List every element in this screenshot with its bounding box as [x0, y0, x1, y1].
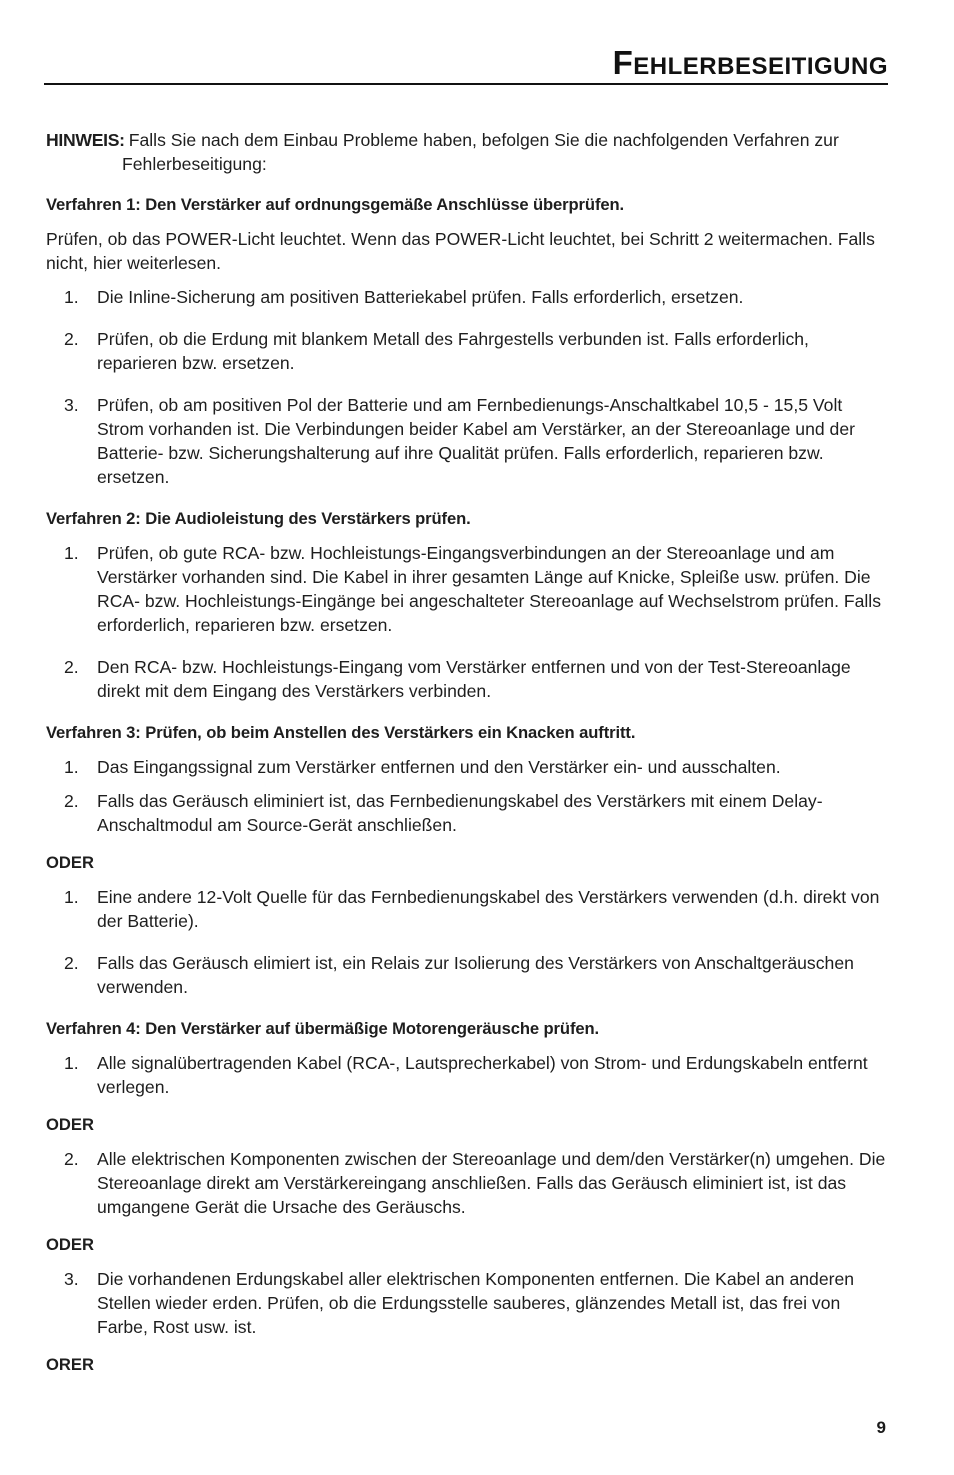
section-3-heading: Verfahren 3: Prüfen, ob beim Anstellen des Verstärkers ein Knacken auftritt.	[46, 723, 636, 742]
list-item	[46, 285, 888, 309]
list-number: 2.	[64, 329, 79, 349]
section-1-heading: Verfahren 1: Den Verstärker auf ordnungsgemäße Anschlüsse überprüfen.	[46, 195, 625, 214]
list-text: Die vorhandenen Erdungskabel aller elektrischen Komponenten entfernen. Die Kabel an anderen Stellen wieder erden. Prüfen, ob die Erdungsstelle sauberes, glänzendes Metall ist, das frei von Farbe, Rost usw. ist.	[97, 1269, 855, 1337]
list-number: 1.	[64, 887, 79, 907]
page-title-rest: EHLERBESEITIGUNG	[633, 53, 888, 80]
list-text: Alle signalübertragenden Kabel (RCA-, Lautsprecherkabel) von Strom- und Erdungskabeln entfernt verlegen.	[97, 1053, 868, 1097]
list-number: 2.	[64, 1149, 79, 1169]
list-number: 3.	[64, 1269, 79, 1289]
section-1-intro: Prüfen, ob das POWER-Licht leuchtet. Wenn das POWER-Licht leuchtet, bei Schritt 2 weitermachen. Falls nicht, hier weiterlesen.	[46, 229, 875, 273]
section-2-heading: Verfahren 2: Die Audioleistung des Verstärkers prüfen.	[46, 509, 471, 528]
section-1-list	[46, 285, 888, 489]
list-text: Prüfen, ob am positiven Pol der Batterie und am Fernbedienungs-Anschaltkabel 10,5 - 15,5 Volt Strom vorhanden ist. Die Verbindungen beider Kabel am Verstärker, an der Stereoanlage und der Batterie- bzw. Sicherungshalterung auf ihre Qualität prüfen. Falls erforderlich, reparieren bzw. ersetzen.	[97, 395, 855, 487]
section-4-list-2	[46, 1147, 888, 1219]
oder-label: ODER	[46, 853, 94, 872]
title-rule	[44, 83, 888, 85]
list-item	[46, 789, 888, 837]
note-text: Falls Sie nach dem Einbau Probleme haben, befolgen Sie die nachfolgenden Verfahren zur Fehlerbeseitigung:	[122, 130, 839, 174]
page-title	[613, 44, 888, 82]
list-text: Die Inline-Sicherung am positiven Batteriekabel prüfen. Falls erforderlich, ersetzen.	[97, 287, 744, 307]
list-item	[46, 951, 888, 999]
note-label: HINWEIS:	[46, 130, 125, 150]
list-number: 3.	[64, 395, 79, 415]
list-text: Prüfen, ob gute RCA- bzw. Hochleistungs-Eingangsverbindungen an der Stereoanlage und am Verstärker vorhanden sind. Die Kabel in ihrer gesamten Länge auf Knicke, Spleiße usw. prüfen. Die RCA- bzw. Hochleistungs-Eingänge bei angeschalteter Stereoanlage auf Wechselstrom prüfen. Falls erforderlich, reparieren bzw. ersetzen.	[97, 543, 881, 635]
section-3-list-b	[46, 885, 888, 999]
list-text: Alle elektrischen Komponenten zwischen der Stereoanlage und dem/den Verstärker(n) umgehen. Die Stereoanlage direkt am Verstärkereingang anschließen. Falls das Geräusch eliminiert ist, ist das umgangene Gerät die Ursache des Geräuschs.	[97, 1149, 886, 1217]
section-2-list	[46, 541, 888, 703]
list-item	[46, 393, 888, 489]
list-text: Den RCA- bzw. Hochleistungs-Eingang vom Verstärker entfernen und von der Test-Stereoanlage direkt mit dem Eingang des Verstärkers verbinden.	[97, 657, 851, 701]
list-item	[46, 1267, 888, 1339]
list-item	[46, 655, 888, 703]
page-content	[46, 128, 888, 1387]
section-4-list-1	[46, 1051, 888, 1099]
list-item	[46, 1051, 888, 1099]
list-number: 1.	[64, 543, 79, 563]
list-number: 2.	[64, 953, 79, 973]
list-item	[46, 885, 888, 933]
list-number: 1.	[64, 757, 79, 777]
oder-label: ODER	[46, 1115, 94, 1134]
oder-label: ODER	[46, 1235, 94, 1254]
list-number: 2.	[64, 657, 79, 677]
page-title-initial: F	[612, 44, 634, 81]
list-text: Eine andere 12-Volt Quelle für das Fernbedienungskabel des Verstärkers verwenden (d.h. direkt von der Batterie).	[97, 887, 880, 931]
orer-label: ORER	[46, 1355, 94, 1374]
list-number: 1.	[64, 1053, 79, 1073]
list-number: 1.	[64, 287, 79, 307]
section-3-list-a	[46, 755, 888, 837]
list-item	[46, 1147, 888, 1219]
section-4-heading: Verfahren 4: Den Verstärker auf übermäßige Motorengeräusche prüfen.	[46, 1019, 600, 1038]
note	[46, 128, 888, 176]
list-text: Das Eingangssignal zum Verstärker entfernen und den Verstärker ein- und ausschalten.	[97, 757, 781, 777]
page-number: 9	[876, 1418, 886, 1437]
list-item	[46, 327, 888, 375]
list-item	[46, 541, 888, 637]
list-item	[46, 755, 888, 779]
list-number: 2.	[64, 791, 79, 811]
list-text: Falls das Geräusch eliminiert ist, das Fernbedienungskabel des Verstärkers mit einem Delay-Anschaltmodul am Source-Gerät anschließen.	[97, 791, 823, 835]
list-text: Prüfen, ob die Erdung mit blankem Metall des Fahrgestells verbunden ist. Falls erforderlich, reparieren bzw. ersetzen.	[97, 329, 809, 373]
list-text: Falls das Geräusch elimiert ist, ein Relais zur Isolierung des Verstärkers von Anschaltgeräuschen verwenden.	[97, 953, 854, 997]
section-4-list-3	[46, 1267, 888, 1339]
